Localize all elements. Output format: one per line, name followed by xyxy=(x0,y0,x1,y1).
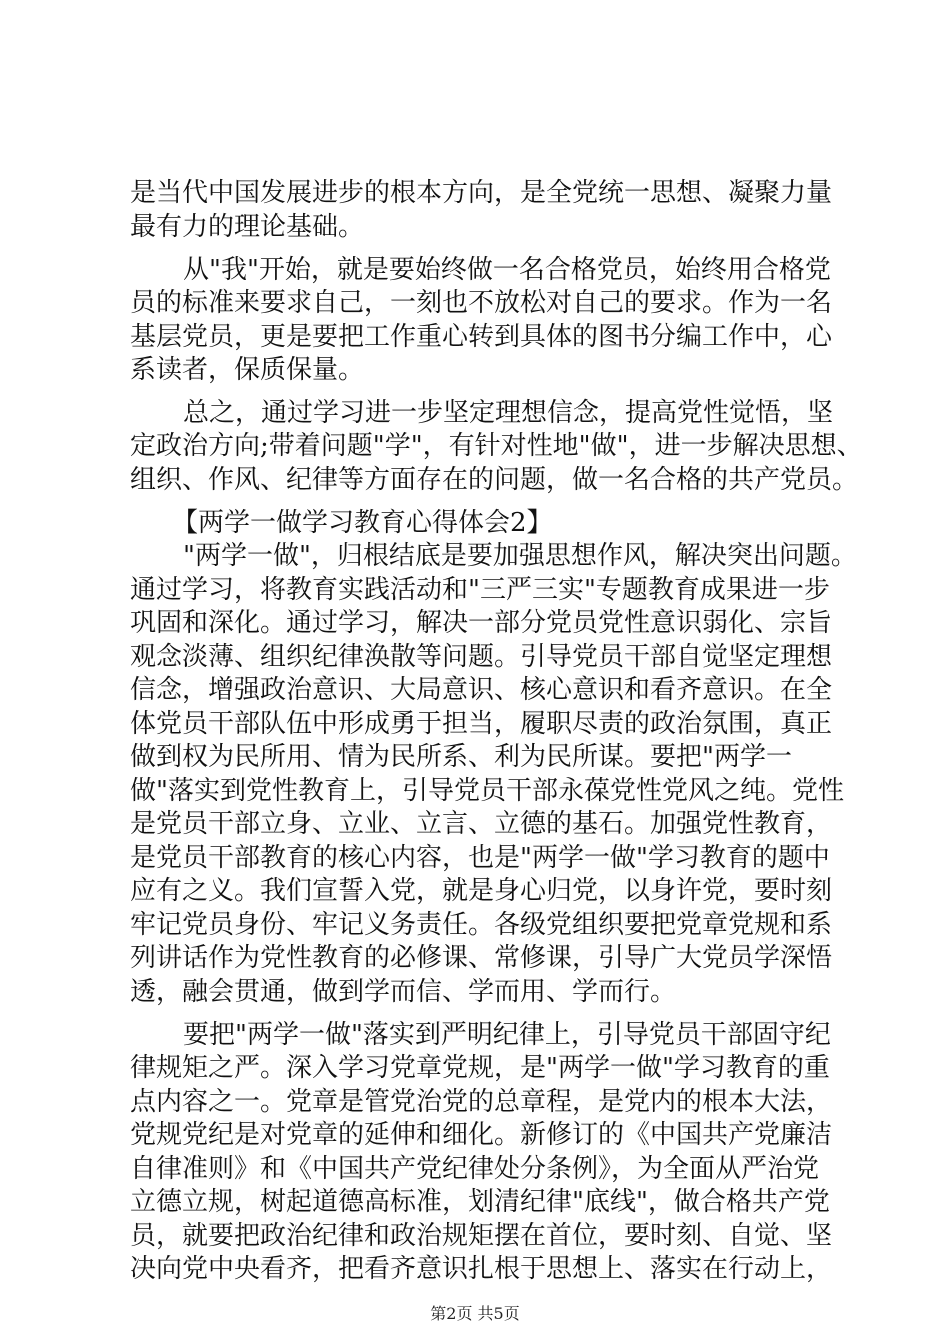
text-line: 是党员干部教育的核心内容，也是"两学一做"学习教育的题中 xyxy=(130,843,830,873)
text-line: 员，就要把政治纪律和政治规矩摆在首位，要时刻、自觉、坚 xyxy=(130,1221,833,1251)
text-line: 信念，增强政治意识、大局意识、核心意识和看齐意识。在全 xyxy=(130,675,833,705)
text-line: 从"我"开始，就是要始终做一名合格党员，始终用合格党 xyxy=(183,255,831,285)
page-footer: 第2页 共5页 xyxy=(430,1304,520,1323)
text-line: 做"落实到党性教育上，引导党员干部永葆党性党风之纯。党性 xyxy=(130,776,844,806)
text-line: 总之，通过学习进一步坚定理想信念，提高党性觉悟，坚 xyxy=(183,398,834,428)
text-line: 决向党中央看齐，把看齐意识扎根于思想上、落实在行动上， xyxy=(130,1254,833,1284)
text-line: 巩固和深化。通过学习，解决一部分党员党性意识弱化、宗旨 xyxy=(130,608,833,638)
text-line: 党规党纪是对党章的延伸和细化。新修订的《中国共产党廉洁 xyxy=(130,1120,833,1150)
text-line: 牢记党员身份、牢记义务责任。各级党组织要把党章党规和系 xyxy=(130,910,833,940)
text-line: 透，融会贯通，做到学而信、学而用、学而行。 xyxy=(130,977,677,1007)
text-line: 律规矩之严。深入学习党章党规，是"两学一做"学习教育的重 xyxy=(130,1053,830,1083)
text-line: "两学一做"，归根结底是要加强思想作风，解决突出问题。 xyxy=(183,541,857,571)
text-line: 列讲话作为党性教育的必修课、常修课，引导广大党员学深悟 xyxy=(130,943,833,973)
text-line: 体党员干部队伍中形成勇于担当，履职尽责的政治氛围，真正 xyxy=(130,709,833,739)
text-line: 应有之义。我们宣誓入党，就是身心归党，以身许党，要时刻 xyxy=(130,876,833,906)
text-line: 要把"两学一做"落实到严明纪律上，引导党员干部固守纪 xyxy=(183,1020,831,1050)
text-line: 自律准则》和《中国共产党纪律处分条例》，为全面从严治党 xyxy=(130,1154,820,1184)
text-line: 定政治方向;带着问题"学"，有针对性地"做"，进一步解决思想、 xyxy=(130,431,863,461)
text-line: 组织、作风、纪律等方面存在的问题，做一名合格的共产党员。 xyxy=(130,465,859,495)
text-line: 是当代中国发展进步的根本方向，是全党统一思想、凝聚力量 xyxy=(130,178,833,208)
section-heading: 【两学一做学习教育心得体会2】 xyxy=(172,508,553,538)
text-line: 观念淡薄、组织纪律涣散等问题。引导党员干部自觉坚定理想 xyxy=(130,642,833,672)
text-line: 立德立规，树起道德高标准，划清纪律"底线"，做合格共产党 xyxy=(130,1187,830,1217)
text-line: 做到权为民所用、情为民所系、利为民所谋。要把"两学一 xyxy=(130,742,792,772)
text-line: 员的标准来要求自己，一刻也不放松对自己的要求。作为一名 xyxy=(130,288,833,318)
text-line: 通过学习，将教育实践活动和"三严三实"专题教育成果进一步 xyxy=(130,575,830,605)
text-line: 点内容之一。党章是管党治党的总章程，是党内的根本大法， xyxy=(130,1087,833,1117)
text-line: 基层党员，更是要把工作重心转到具体的图书分编工作中，心 xyxy=(130,322,833,352)
text-line: 系读者，保质保量。 xyxy=(130,355,365,385)
text-line: 是党员干部立身、立业、立言、立德的基石。加强党性教育， xyxy=(130,809,833,839)
text-line: 最有力的理论基础。 xyxy=(130,212,365,242)
